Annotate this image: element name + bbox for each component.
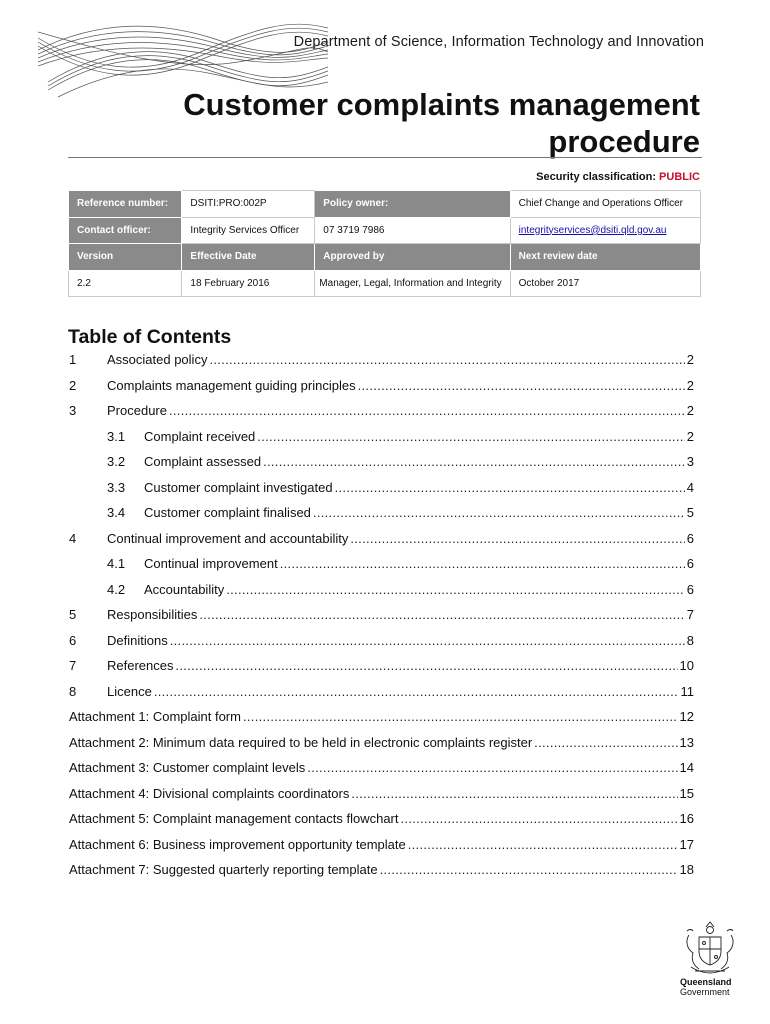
toc-entry-label: Attachment 1: Complaint form [69, 709, 241, 724]
toc-entry[interactable] [69, 757, 694, 783]
toc-entry-label: Complaint assessed [144, 454, 262, 469]
toc-dot-leader [169, 401, 685, 421]
toc-entry-label: Responsibilities [107, 607, 198, 622]
toc-entry-label: Accountability [144, 581, 225, 597]
effective-date-label: Effective Date [182, 244, 315, 271]
toc-entry-number: 3.4 [107, 505, 126, 520]
toc-dot-leader [313, 503, 685, 523]
toc-entry-number: 3.3 [107, 479, 126, 495]
toc-entry[interactable] [69, 349, 694, 375]
toc-entry-page: 10 [679, 658, 694, 673]
reference-number-label: Reference number: [69, 191, 182, 218]
toc-entry-page: 14 [679, 760, 694, 775]
toc-entry-label: Customer complaint investigated [144, 479, 333, 495]
toc-dot-leader [226, 580, 685, 600]
toc-entry-number: 3.2 [107, 454, 126, 469]
toc-entry[interactable] [69, 553, 694, 579]
policy-owner-value: Chief Change and Operations Officer [510, 191, 700, 218]
toc-entry-page: 16 [679, 811, 694, 826]
security-value: PUBLIC [659, 171, 700, 183]
toc-entry-number: 5 [69, 607, 77, 622]
toc-entry[interactable] [69, 681, 694, 707]
toc-entry-label: Continual improvement [144, 556, 278, 571]
toc-dot-leader [358, 376, 685, 396]
toc-entry-page: 12 [679, 709, 694, 724]
toc-entry-page: 17 [679, 836, 694, 852]
toc-entry-label: Attachment 6: Business improvement opportunity template [69, 836, 406, 852]
contact-officer-value: Integrity Services Officer [182, 217, 315, 244]
toc-entry-label: Attachment 5: Complaint management contacts flowchart [69, 811, 399, 826]
title-divider [68, 157, 702, 158]
policy-owner-label: Policy owner: [315, 191, 510, 218]
toc-entry-label: Complaint received [144, 428, 256, 444]
logo-line-1: Queensland [680, 977, 732, 987]
toc-dot-leader [350, 529, 684, 549]
toc-entry-page: 8 [686, 632, 694, 648]
queensland-government-logo [680, 977, 732, 997]
security-classification [536, 171, 700, 183]
toc-entry-page: 2 [686, 403, 694, 418]
toc-entry-page: 15 [679, 785, 694, 801]
contact-email-link[interactable]: integrityservices@dsiti.qld.gov.au [510, 217, 700, 244]
toc-entry[interactable] [69, 859, 694, 885]
next-review-label: Next review date [510, 244, 700, 271]
meta-row-contact [69, 217, 701, 244]
toc-entry-page: 2 [686, 352, 694, 367]
toc-entry-label: References [107, 658, 174, 673]
queensland-crest-icon [681, 921, 739, 977]
toc-entry[interactable] [69, 528, 694, 554]
toc-entry-label: Licence [107, 683, 152, 699]
toc-dot-leader [209, 350, 684, 370]
toc-dot-leader [307, 758, 677, 778]
toc-entry-number: 3.1 [107, 428, 126, 444]
toc-dot-leader [280, 554, 685, 574]
toc-entry[interactable] [69, 375, 694, 401]
document-metadata-table [68, 190, 701, 297]
toc-entry-label: Definitions [107, 632, 168, 648]
toc-dot-leader [408, 835, 678, 855]
approved-by-label: Approved by [315, 244, 510, 271]
toc-entry-number: 6 [69, 632, 77, 648]
toc-entry[interactable] [69, 451, 694, 477]
toc-entry-page: 13 [679, 734, 694, 750]
table-of-contents [69, 349, 694, 885]
toc-entry-page: 7 [686, 607, 694, 622]
toc-dot-leader [199, 605, 684, 625]
approved-by-value: Manager, Legal, Information and Integrity [315, 270, 510, 297]
contact-officer-label: Contact officer: [69, 217, 182, 244]
meta-row-reference [69, 191, 701, 218]
reference-number-value: DSITI:PRO:002P [182, 191, 315, 218]
toc-entry-page: 6 [686, 530, 694, 546]
toc-entry[interactable] [69, 604, 694, 630]
toc-entry[interactable] [69, 834, 694, 860]
toc-dot-leader [257, 427, 684, 447]
toc-entry[interactable] [69, 808, 694, 834]
toc-entry-label: Procedure [107, 403, 167, 418]
security-label: Security classification: [536, 171, 656, 183]
department-name: Department of Science, Information Technology and Innovation [293, 34, 704, 50]
toc-entry-page: 5 [686, 505, 694, 520]
toc-entry-label: Continual improvement and accountability [107, 530, 349, 546]
toc-heading: Table of Contents [68, 326, 232, 348]
next-review-value: October 2017 [510, 270, 700, 297]
toc-dot-leader [401, 809, 678, 829]
meta-row-version-values [69, 270, 701, 297]
contact-phone: 07 3719 7986 [315, 217, 510, 244]
toc-dot-leader [335, 478, 685, 498]
toc-entry[interactable] [69, 477, 694, 503]
toc-entry-page: 3 [686, 454, 694, 469]
toc-dot-leader [380, 860, 678, 880]
toc-dot-leader [175, 656, 677, 676]
toc-entry-number: 8 [69, 683, 77, 699]
toc-entry-number: 4.2 [107, 581, 126, 597]
toc-entry-page: 18 [679, 862, 694, 877]
toc-entry-number: 7 [69, 658, 77, 673]
toc-entry-label: Customer complaint finalised [144, 505, 311, 520]
version-label: Version [69, 244, 182, 271]
effective-date-value: 18 February 2016 [182, 270, 315, 297]
document-title [183, 86, 700, 160]
toc-dot-leader [351, 784, 677, 804]
toc-dot-leader [534, 733, 677, 753]
toc-dot-leader [263, 452, 685, 472]
toc-entry-label: Associated policy [107, 352, 208, 367]
toc-entry-label: Attachment 4: Divisional complaints coordinators [69, 785, 350, 801]
toc-dot-leader [170, 631, 685, 651]
toc-entry[interactable] [69, 400, 694, 426]
toc-entry-number: 1 [69, 352, 77, 367]
title-line-1: Customer complaints management [183, 87, 700, 122]
toc-entry-page: 6 [686, 581, 694, 597]
toc-entry-label: Complaints management guiding principles [107, 377, 356, 393]
toc-entry[interactable] [69, 732, 694, 758]
toc-entry[interactable] [69, 630, 694, 656]
toc-entry-label: Attachment 2: Minimum data required to be held in electronic complaints register [69, 734, 533, 750]
toc-entry-page: 11 [680, 683, 694, 699]
toc-entry[interactable] [69, 655, 694, 681]
logo-line-2: Government [680, 987, 730, 997]
toc-dot-leader [154, 682, 679, 702]
toc-entry-number: 4.1 [107, 556, 126, 571]
toc-entry[interactable] [69, 783, 694, 809]
toc-entry[interactable] [69, 502, 694, 528]
toc-entry-page: 4 [686, 479, 694, 495]
toc-entry-page: 2 [686, 377, 694, 393]
toc-entry[interactable] [69, 579, 694, 605]
toc-entry-number: 4 [69, 530, 77, 546]
toc-dot-leader [243, 707, 678, 727]
version-value: 2.2 [69, 270, 182, 297]
toc-entry-page: 2 [686, 428, 694, 444]
title-line-2: procedure [548, 124, 700, 159]
toc-entry-number: 2 [69, 377, 77, 393]
toc-entry-number: 3 [69, 403, 77, 418]
meta-row-version-header [69, 244, 701, 271]
toc-entry[interactable] [69, 706, 694, 732]
toc-entry[interactable] [69, 426, 694, 452]
toc-entry-page: 6 [686, 556, 694, 571]
toc-entry-label: Attachment 3: Customer complaint levels [69, 760, 306, 775]
toc-entry-label: Attachment 7: Suggested quarterly reporting template [69, 862, 378, 877]
